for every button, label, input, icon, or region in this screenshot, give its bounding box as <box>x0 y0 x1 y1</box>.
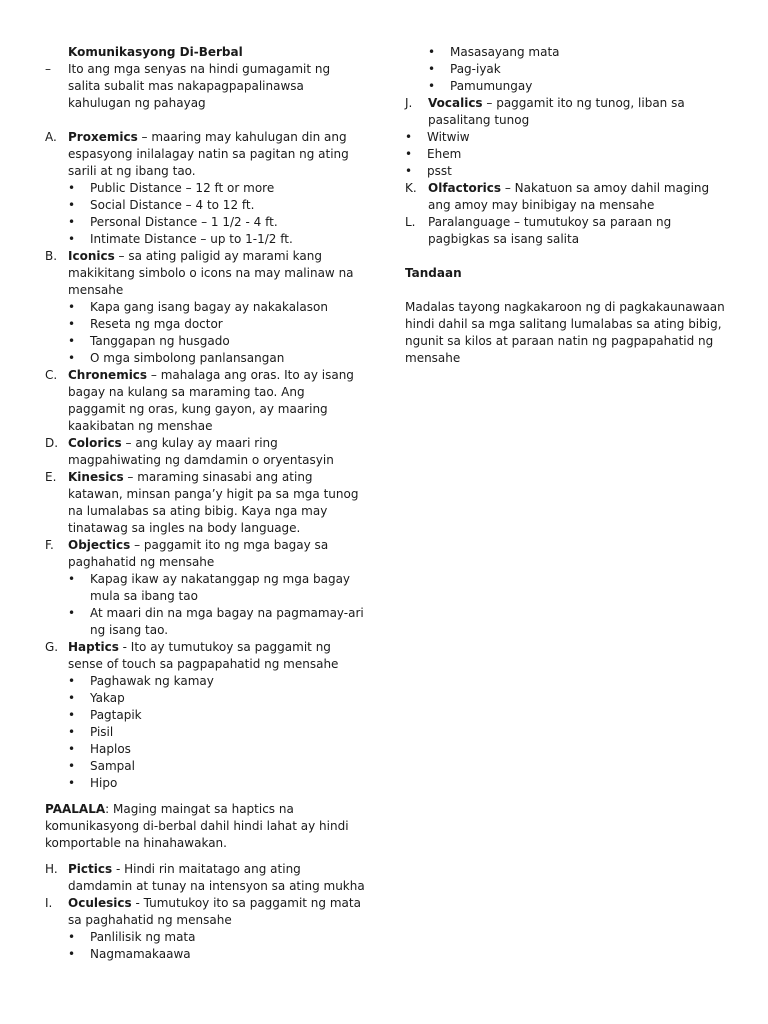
bullet-item <box>45 350 365 367</box>
list-item <box>45 248 365 299</box>
item-term: Pictics <box>68 862 113 876</box>
tandaan-heading: Tandaan <box>405 266 462 280</box>
item-marker: L. <box>405 215 416 229</box>
bullet-text: Ehem <box>427 147 462 161</box>
bullet-text: At maari din na mga bagay na pagmamay-ari ng isang tao. <box>90 606 364 637</box>
bullet-icon: • <box>68 198 76 212</box>
item-term: Vocalics <box>428 96 483 110</box>
bullet-text: Reseta ng mga doctor <box>90 317 223 331</box>
bullet-icon: • <box>68 930 76 944</box>
list-item <box>45 367 365 435</box>
item-term: Olfactorics <box>428 181 502 195</box>
bullet-text: Nagmamakaawa <box>90 947 191 961</box>
bullet-item <box>45 231 365 248</box>
item-marker: K. <box>405 181 417 195</box>
bullet-icon: • <box>68 759 76 773</box>
bullet-item <box>45 605 365 639</box>
item-text: – mahalaga ang oras. Ito ay isang bagay na kulang sa maraming tao. Ang paggamit ng oras, kung gayon, ay maaring kaakibatan ng menshae <box>68 368 354 433</box>
document-heading: Komunikasyong Di-Berbal <box>68 45 243 59</box>
items-list-a-g <box>45 129 365 792</box>
paalala-note <box>45 801 365 852</box>
bullet-icon: • <box>68 334 76 348</box>
item-term: Objectics <box>68 538 131 552</box>
bullet-text: psst <box>427 164 452 178</box>
list-item <box>45 639 365 673</box>
list-item <box>45 537 365 571</box>
bullet-item <box>45 571 365 605</box>
items-list-h-i <box>45 861 365 963</box>
bullet-text: Tanggapan ng husgado <box>90 334 230 348</box>
item-text: – sa ating paligid ay marami kang makikitang simbolo o icons na may malinaw na mensahe <box>68 249 354 297</box>
item-marker: F. <box>45 538 54 552</box>
bullet-icon: • <box>68 317 76 331</box>
item-marker: G. <box>45 640 59 654</box>
bullet-icon: • <box>68 215 76 229</box>
bullet-icon: • <box>428 62 436 76</box>
intro-text: Ito ang mga senyas na hindi gumagamit ng salita subalit mas nakapagpapalinawsa kahulugan ng pahayag <box>68 62 331 110</box>
bullet-item <box>45 299 365 316</box>
item-text: - Ito ay tumutukoy sa paggamit ng sense of touch sa pagpapahatid ng mensahe <box>68 640 339 671</box>
item-marker: E. <box>45 470 57 484</box>
paalala-label: PAALALA <box>45 802 106 816</box>
bullet-icon: • <box>68 300 76 314</box>
bullet-text: Sampal <box>90 759 135 773</box>
item-term: Proxemics <box>68 130 138 144</box>
bullet-text: Social Distance – 4 to 12 ft. <box>90 198 255 212</box>
paalala-text: : Maging maingat sa haptics na komunikasyong di-berbal dahil hindi lahat ay hindi komportable na hinahawakan. <box>45 802 349 850</box>
left-column <box>45 44 365 963</box>
bullet-item <box>45 758 365 775</box>
item-term: Colorics <box>68 436 122 450</box>
bullet-text: Hipo <box>90 776 118 790</box>
intro-dash: – <box>45 62 51 76</box>
item-marker: J. <box>405 96 413 110</box>
item-text: – paggamit ito ng mga bagay sa paghahatid ng mensahe <box>68 538 329 569</box>
bullet-text: Personal Distance – 1 1/2 - 4 ft. <box>90 215 278 229</box>
bullet-text: Paghawak ng kamay <box>90 674 214 688</box>
item-marker: D. <box>45 436 59 450</box>
item-term: Iconics <box>68 249 115 263</box>
bullet-icon: • <box>68 181 76 195</box>
item-text: – maaring may kahulugan din ang espasyong inilalagay natin sa pagitan ng ating sarili at ng ibang tao. <box>68 130 349 178</box>
bullet-text: Pisil <box>90 725 114 739</box>
bullet-item <box>405 146 735 163</box>
bullet-icon: • <box>68 606 76 620</box>
list-item <box>45 435 365 469</box>
bullet-icon: • <box>405 130 413 144</box>
item-term: Chronemics <box>68 368 148 382</box>
list-item <box>45 469 365 537</box>
bullet-item <box>45 316 365 333</box>
bullet-text: Witwiw <box>427 130 470 144</box>
intro-row <box>45 61 365 112</box>
vocalics-bullets <box>405 129 735 180</box>
oculesics-continued-bullets <box>405 44 735 95</box>
bullet-icon: • <box>68 742 76 756</box>
bullet-text: Public Distance – 12 ft or more <box>90 181 275 195</box>
bullet-item <box>45 775 365 792</box>
right-column <box>405 44 735 367</box>
item-marker: A. <box>45 130 57 144</box>
bullet-icon: • <box>405 147 413 161</box>
bullet-text: Haplos <box>90 742 131 756</box>
item-j <box>405 95 735 129</box>
item-l <box>405 214 735 248</box>
bullet-icon: • <box>68 776 76 790</box>
list-item <box>45 895 365 929</box>
item-text: - Hindi rin maitatago ang ating damdamin at tunay na intensyon sa ating mukha <box>68 862 365 893</box>
bullet-item <box>45 741 365 758</box>
bullet-item <box>45 214 365 231</box>
bullet-item <box>45 707 365 724</box>
bullet-item <box>405 44 735 61</box>
bullet-text: Kapag ikaw ay nakatanggap ng mga bagay mula sa ibang tao <box>90 572 351 603</box>
item-marker: C. <box>45 368 58 382</box>
bullet-text: Yakap <box>90 691 125 705</box>
bullet-item <box>45 929 365 946</box>
item-text: – maraming sinasabi ang ating katawan, minsan panga’y higit pa sa mga tunog na lumalabas sa ating bibig. Kaya nga may tinatawag sa ingles na body language. <box>68 470 359 535</box>
list-item <box>45 129 365 180</box>
bullet-item <box>405 129 735 146</box>
item-term: Haptics <box>68 640 119 654</box>
bullet-text: Pagtapik <box>90 708 142 722</box>
bullet-text: Panlilisik ng mata <box>90 930 196 944</box>
bullet-icon: • <box>428 45 436 59</box>
list-item <box>45 861 365 895</box>
bullet-icon: • <box>68 725 76 739</box>
item-marker: H. <box>45 862 58 876</box>
bullet-item <box>45 673 365 690</box>
bullet-item <box>405 78 735 95</box>
bullet-text: Intimate Distance – up to 1-1/2 ft. <box>90 232 293 246</box>
bullet-text: Kapa gang isang bagay ay nakakalason <box>90 300 328 314</box>
item-text: – ang kulay ay maari ring magpahiwating ng damdamin o oryentasyin <box>68 436 334 467</box>
item-text: - Tumutukoy ito sa paggamit ng mata sa paghahatid ng mensahe <box>68 896 361 927</box>
bullet-item <box>45 197 365 214</box>
bullet-icon: • <box>68 674 76 688</box>
bullet-icon: • <box>68 232 76 246</box>
bullet-item <box>45 180 365 197</box>
bullet-item <box>45 333 365 350</box>
bullet-text: Pamumungay <box>450 79 533 93</box>
bullet-icon: • <box>68 351 76 365</box>
bullet-item <box>45 946 365 963</box>
tandaan-text: Madalas tayong nagkakaroon ng di pagkakaunawaan hindi dahil sa mga salitang lumalabas sa ating bibig, ngunit sa kilos at paraan natin ng pagpapahatid ng mensahe <box>405 300 725 365</box>
item-k <box>405 180 735 214</box>
bullet-item <box>45 724 365 741</box>
bullet-icon: • <box>405 164 413 178</box>
bullet-icon: • <box>428 79 436 93</box>
item-text: – Nakatuon sa amoy dahil maging ang amoy may binibigay na mensahe <box>428 181 710 212</box>
item-marker: I. <box>45 896 53 910</box>
bullet-icon: • <box>68 691 76 705</box>
bullet-item <box>45 690 365 707</box>
item-term: Oculesics <box>68 896 132 910</box>
bullet-item <box>405 163 735 180</box>
bullet-text: O mga simbolong panlansangan <box>90 351 285 365</box>
bullet-icon: • <box>68 708 76 722</box>
bullet-item <box>405 61 735 78</box>
item-text: Paralanguage – tumutukoy sa paraan ng pagbigkas sa isang salita <box>428 215 672 246</box>
bullet-text: Masasayang mata <box>450 45 560 59</box>
item-marker: B. <box>45 249 58 263</box>
bullet-icon: • <box>68 572 76 586</box>
item-text: – paggamit ito ng tunog, liban sa pasalitang tunog <box>428 96 685 127</box>
bullet-text: Pag-iyak <box>450 62 501 76</box>
bullet-icon: • <box>68 947 76 961</box>
item-term: Kinesics <box>68 470 124 484</box>
